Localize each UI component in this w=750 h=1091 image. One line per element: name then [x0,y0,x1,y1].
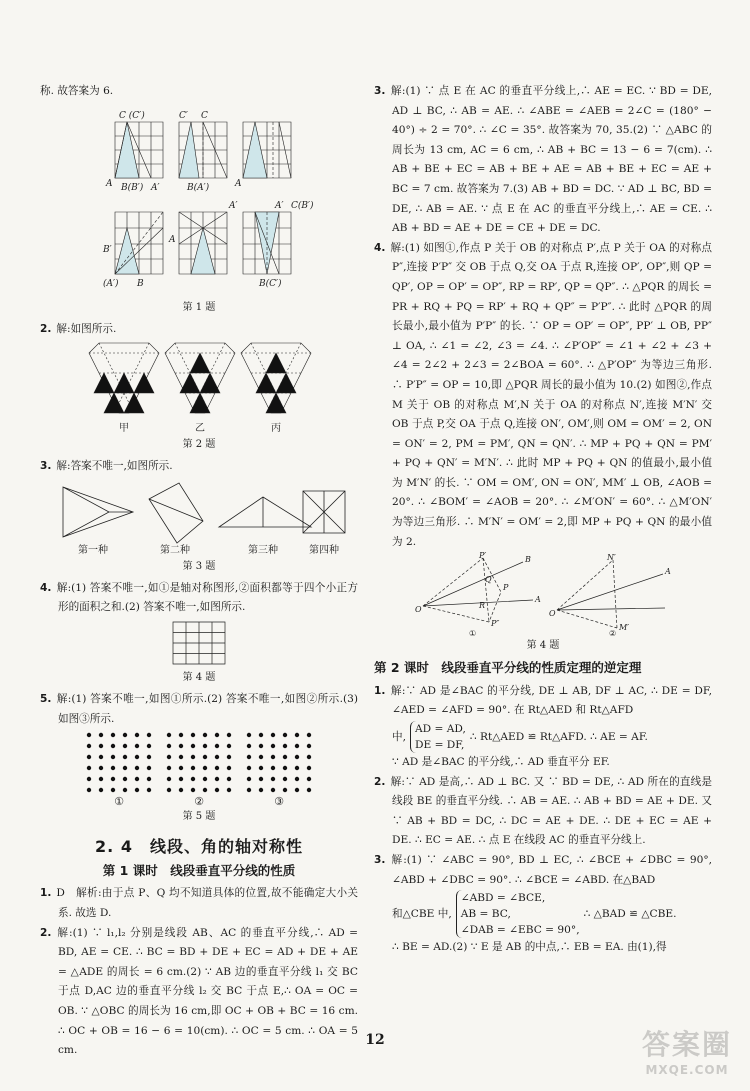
question-3-text: 解:答案不唯一,如图所示. [56,460,173,473]
right-figure-4 [413,552,673,636]
figure-4 [169,618,229,668]
fig4-label-r: R [479,601,486,611]
grid-dot [179,777,183,781]
watermark-logo [642,1023,732,1077]
grid-dot [191,788,195,792]
shape-3 [219,497,311,527]
grid-dot [295,733,299,737]
grid-dot [191,766,195,770]
grid-dot [203,788,207,792]
grid-dot [135,733,139,737]
grid-dot [123,733,127,737]
shape-1 [63,487,133,537]
label-fig5-2: ② [194,795,204,808]
question-4-text: 解:(1) 答案不唯一,如①是轴对称图形,②面积都等于四个小正方形的面积之和.(2) 答案不唯一,如图所示. [56,581,358,614]
grid-dot [135,788,139,792]
grid-dot [167,766,171,770]
l2q3-text: 解:(1) ∵ ∠ABC = 90°, BD ⊥ EC, ∴ ∠BCE + ∠DBC = 90°, ∠ABD + ∠DBC = 90°. ∴ ∠BCE = ∠ABD. 在△BAD [390,854,712,886]
grid-dot [179,744,183,748]
grid-dot [247,744,251,748]
fig4-label-p: P [503,583,509,593]
label-ap3: A′ [229,200,238,211]
l2q3-brace-post: ∴ △BAD ≌ △CBE. [583,908,677,921]
grid-dot [135,744,139,748]
hexagon-bing [241,343,311,413]
question-5-text: 解:(1) 答案不唯一,如图①所示.(2) 答案不唯一,如图②所示.(3) 如图③所示. [56,692,358,725]
l2q3-brace-line [374,890,712,938]
grid-dot [215,755,219,759]
grid-dot [295,777,299,781]
grid-dot [247,766,251,770]
figure-2 [69,339,329,435]
label-fourth: 第四种 [309,544,339,556]
grid-dot [123,744,127,748]
l1q2-text: 解:(1) ∵ l₁,l₂ 分别是线段 AB、AC 的垂直平分线,∴ AD = BD, AE = CE. ∴ BC = BD + DE + EC = AD + DE + AE = △ADE 的周长 = 6 cm.(2) ∵ AB 边的垂直平分线 l₁ 交 BC 于点 D,AC 边的垂直平分线 l₂ 交 BC 于点 E,∴ OA = OC = OB. ∵ △OBC 的周长为 16 cm,即 OC + OB + BC = 16 cm. ∴ OC + OB = 16 − 6 = 10(cm). ∴ OC = 5 cm. ∴ OA = 5 cm. [56,926,358,1057]
label-c-cp: C (C′) [119,110,145,121]
grid-dot [295,744,299,748]
l2q3-conclusion: ∴ BE = AD.(2) ∵ E 是 AB 的中点,∴ EB = EA. 由(1),得 [392,941,667,954]
grid-dot [283,788,287,792]
grid-dot [167,777,171,781]
label-bap: B(A′) [187,182,210,193]
fig4-label-a1: A [535,595,541,605]
label-bbp: B(B′) [121,182,144,193]
fig4-label-p1: P′ [479,552,487,561]
right-question-3 [374,82,712,239]
intro-text: 称. 故答案为 6. [40,85,114,97]
fig4-mark-2: ② [609,629,617,637]
rq4-text: 解:(1) 如图①,作点 P 关于 OB 的对称点 P′,点 P 关于 OA 的对称点 P″,连接 P′P″ 交 OB 于点 Q,交 OA 于点 R,连接 OP′, OP″,则 QP = QP′, OP = OP′ = OP″, RP = RP′, QP = QP″. ∴ △PQR 的周长 = PR + RQ + PQ = RP′ + RQ + QP″ = P′P″. ∴ 此时 △PQR 的周长最小,最小值为 P′P″ 的长. ∵ OP = OP′ = OP″, PP′ ⊥ OB, PP″ ⊥ OA, ∴ ∠1 = ∠2, ∠3 = ∠4. ∴ ∠P′OP″ = ∠1 + ∠2 + ∠3 + ∠4 = 2∠2 + 2∠3 = 2∠BOA = 60°. ∴ △P′OP″ 为等边三角形. ∴ P′P″ = OP = 10,即 △PQR 周长的最小值为 10.(2) 如图②,作点 M 关于 OB 的对称点 M′,N 关于 OA 的对称点 N′,连接 M′N′ 交 OB 于点 P,交 OA 于点 Q,连接 ON′, OM′,则 OM = OM′ = 2, ON = ON′ = 2, PM = PM′, QN = QN′. ∴ MP + PQ + QN = PM′ + PQ + QN′ = M′N′. ∴ 此时 MP + PQ + QN 的值最小,最小值为 M′N′ 的长. ∵ OM = OM′, ON = ON′, MM′ ⊥ OB, ∠AOB = 20°. ∴ ∠BOM′ = ∠AOB = 20°. ∴ ∠M′ON′ = 60°. ∴ △M′ON′ 为等边三角形. ∴ M′N′ = OM′ = 2,即 MP + PQ + QN 的最小值为 2. [390,241,712,548]
grid-dot [123,755,127,759]
grid-dot [227,755,231,759]
grid-dot [227,744,231,748]
l2q3-brace-pre: 和△CBE 中, [392,908,452,921]
grid-dot [215,744,219,748]
grid-dot [203,777,207,781]
lesson-2-question-1 [374,682,712,721]
l2q3-brace-3: ∠DAB = ∠EBC = 90°, [460,924,580,937]
figure-4-diagram-2 [557,560,665,628]
grid-dot [307,777,311,781]
label-fig5-1: ① [114,795,124,808]
label-ap-bottom: (A′) [103,278,119,289]
grid-1d [115,212,163,274]
section-title: 2. 4 线段、角的轴对称性 [95,837,303,857]
figure-4-diagram-1 [423,558,533,622]
label-bcp: B(C′) [259,278,282,289]
question-2 [40,320,358,340]
grid-dot [179,755,183,759]
label-jia: 甲 [119,423,129,435]
grid-dot [99,744,103,748]
l2q1-brace-post: ∴ Rt△AED ≌ Rt△AFD. ∴ AE = AF. [469,731,648,744]
label-bing: 丙 [271,423,281,435]
grid-dot [167,744,171,748]
grid-1f [243,212,291,274]
l1q2-number: 2. [40,926,52,939]
grid-dot [247,788,251,792]
grid-dot [203,766,207,770]
lesson-2-question-2 [374,773,712,851]
grid-dot [87,777,91,781]
label-yi: 乙 [195,423,205,435]
grid-dot [283,766,287,770]
lesson-1-question-1 [40,884,358,923]
lesson-2-title: 第 2 课时 线段垂直平分线的性质定理的逆定理 [374,660,642,676]
grid-dot [259,733,263,737]
label-bp: B′ [103,244,112,255]
grid-1b [179,122,227,178]
question-4 [40,579,358,618]
lesson-2-question-3 [374,851,712,890]
grid-dot [271,777,275,781]
question-3-number: 3. [40,460,52,473]
hexagon-jia [89,343,159,413]
figure-5-caption: 第 5 题 [182,811,216,823]
right-figure-4-caption: 第 4 题 [526,640,560,652]
grid-dot [203,755,207,759]
shape-2 [149,483,203,543]
grid-dot [135,777,139,781]
fig4-label-o2: O [549,609,556,619]
grid-dot [247,755,251,759]
fig4-label-a2: A [665,567,671,577]
question-4-number: 4. [40,581,52,594]
hexagon-yi [165,343,235,413]
grid-dot [271,766,275,770]
l2q1-brace [410,721,466,753]
figure-3-caption: 第 3 题 [182,560,216,572]
grid-dot [123,766,127,770]
label-cbp: C(B′) [291,200,314,211]
grid-dot [283,755,287,759]
grid-dot [203,733,207,737]
grid-dot [87,744,91,748]
grid-dot [215,733,219,737]
rq4-number: 4. [374,241,386,254]
l2q3-brace-1: ∠ABD = ∠BCE, [460,892,546,905]
grid-dot [259,766,263,770]
grid-dot [307,755,311,759]
grid-dot [99,788,103,792]
grid-dot [191,744,195,748]
watermark-line-1: 答案圈 [641,1028,732,1061]
grid-dot [99,733,103,737]
grid-dot [227,766,231,770]
question-5 [40,690,358,729]
grid-dot [191,777,195,781]
shape-4 [303,491,345,533]
right-column [374,82,712,958]
l2q1-brace-pre: 中, [392,731,406,744]
fig4-label-m: M′ [619,623,630,633]
label-second: 第二种 [160,544,190,556]
grid-dot [123,777,127,781]
label-ap2: A′ [275,200,284,211]
grid-dot [87,755,91,759]
fig4-label-q: Q [485,575,492,585]
grid-dot [135,766,139,770]
grid-1c [243,122,291,178]
l2q3-brace-2: AB = BC, [460,908,511,921]
grid-dot [147,755,151,759]
grid-dot [227,788,231,792]
left-column [40,82,358,1061]
grid-dot [271,733,275,737]
grid-dot [135,755,139,759]
grid-dot [259,777,263,781]
grid-dot [179,766,183,770]
grid-dot [307,733,311,737]
l2q1-brace-2: DE = DF, [414,739,465,752]
label-a: A [106,178,113,189]
grid-dot [123,788,127,792]
grid-dot [179,788,183,792]
grid-dot [99,766,103,770]
l2q2-text: 解:∵ AD 是高,∴ AD ⊥ BC. 又 ∵ BD = DE, ∴ AD 所在的直线是线段 BE 的垂直平分线. ∴ AB = AE. ∴ AB + BD = AE + DE. 又 ∵ AB + BD = DC, ∴ DC = AE + DE. ∴ DE + EC = AE + DE. ∴ EC = AE. ∴ 点 E 在线段 AC 的垂直平分线上. [390,775,712,847]
l2q1-brace-line [374,721,712,753]
label-cp: C′ [179,110,188,121]
grid-dot [283,733,287,737]
grid-dot [147,766,151,770]
grid-dot [271,744,275,748]
l2q1-number: 1. [374,684,386,697]
grid-dot [295,755,299,759]
grid-dot [215,788,219,792]
grid-dot [227,733,231,737]
grid-dot [191,733,195,737]
grid-dot [179,733,183,737]
grid-dot [247,733,251,737]
figure-1 [79,102,319,298]
figure-5 [79,729,319,807]
page-number: 12 [365,1032,385,1048]
label-a2: A [235,178,242,189]
fig4-label-b1: B [525,555,531,565]
figure-4-caption: 第 4 题 [182,671,216,683]
grid-dot [191,755,195,759]
grid-dot [307,766,311,770]
rq3-text: 解:(1) ∵ 点 E 在 AC 的垂直平分线上,∴ AE = EC. ∵ BD = DE, AD ⊥ BC, ∴ AB = AE. ∴ ∠ABE = ∠AEB = 2∠C = (180° − 40°) ÷ 2 = 70°. ∴ ∠C = 35°. 故答案为 70, 35.(2) ∵ △ABC 的周长为 13 cm, AC = 6 cm, ∴ AB + BC = 13 − 6 = 7(cm). ∴ AB + BE + EC = AB + BE + AE = AB + BE + EC = AE + BC = 7 cm. 故答案为 7.(3) AB + BD = DC. ∵ AD ⊥ BC, BD = DE, ∴ AB = AE. ∵ 点 E 在 AC 的垂直平分线上,∴ AE = CE. ∴ AB + BD = AE + DE = CE + DE = DC. [390,85,712,235]
l2q3-brace [456,890,580,938]
label-third: 第三种 [248,544,278,556]
watermark-line-2: MXQE.COM [645,1063,729,1077]
grid-dot [283,744,287,748]
grid-dot [283,777,287,781]
question-2-number: 2. [40,322,52,335]
grid-dot [111,777,115,781]
grid-dot [307,788,311,792]
right-question-4 [374,239,712,553]
grid-dot [167,788,171,792]
label-c: C [201,110,208,121]
grid-dot [147,744,151,748]
figure-1-caption: 第 1 题 [182,301,216,313]
label-first: 第一种 [78,544,108,556]
grid-dot [87,766,91,770]
grid-dot [295,788,299,792]
grid-dot [247,777,251,781]
grid-dot [215,777,219,781]
grid-dot [295,766,299,770]
label-b: B [137,278,144,289]
fig4-mark-1: ① [469,629,477,637]
grid-dot [271,755,275,759]
grid-dot [167,755,171,759]
figure-2-caption: 第 2 题 [182,439,216,451]
grid-dot [167,733,171,737]
grid-dot [203,744,207,748]
label-ap: A′ [151,182,160,193]
fig4-label-n: N′ [607,553,616,563]
grid-dot [259,755,263,759]
grid-dot [111,733,115,737]
fig4-label-pp: P″ [491,619,500,629]
l2q3-number: 3. [374,854,386,866]
l2q1-text: 解:∵ AD 是∠BAC 的平分线, DE ⊥ AB, DF ⊥ AC, ∴ DE = DF, ∠AED = ∠AFD = 90°. 在 Rt△AED 和 Rt△AFD [390,684,712,717]
grid-dot [227,777,231,781]
grid-dot [147,733,151,737]
grid-dot [259,788,263,792]
question-2-text: 解:如图所示. [56,322,117,335]
l2q2-number: 2. [374,775,386,788]
grid-dot [111,788,115,792]
grid-dot [87,788,91,792]
l1q1-text: D 解析:由于点 P、Q 均不知道具体的位置,故不能确定大小关系. 故选 D. [56,887,358,919]
dot-grids [87,733,311,792]
grid-dot [99,777,103,781]
figure-3 [49,477,349,557]
grid-dot [147,788,151,792]
l2q1-conclusion: ∵ AD 是∠BAC 的平分线,∴ AD 垂直平分 EF. [392,756,610,769]
grid-dot [271,788,275,792]
grid-dot [215,766,219,770]
label-a-mid: A [169,234,176,245]
grid-1e [179,212,227,274]
rq3-number: 3. [374,85,386,97]
grid-dot [111,744,115,748]
question-3 [40,457,358,477]
lesson-1-title: 第 1 课时 线段垂直平分线的性质 [102,862,296,878]
grid-1a [115,122,163,178]
grid-dot [147,777,151,781]
grid-dot [259,744,263,748]
grid-dot [87,733,91,737]
l2q1-brace-1: AD = AD, [414,723,466,736]
fig4-label-o1: O [415,605,422,615]
grid-dot [307,744,311,748]
question-5-number: 5. [40,692,52,705]
grid-dot [111,755,115,759]
label-fig5-3: ③ [274,795,284,808]
grid-dot [99,755,103,759]
grid-dot [111,766,115,770]
l1q1-number: 1. [40,887,52,900]
